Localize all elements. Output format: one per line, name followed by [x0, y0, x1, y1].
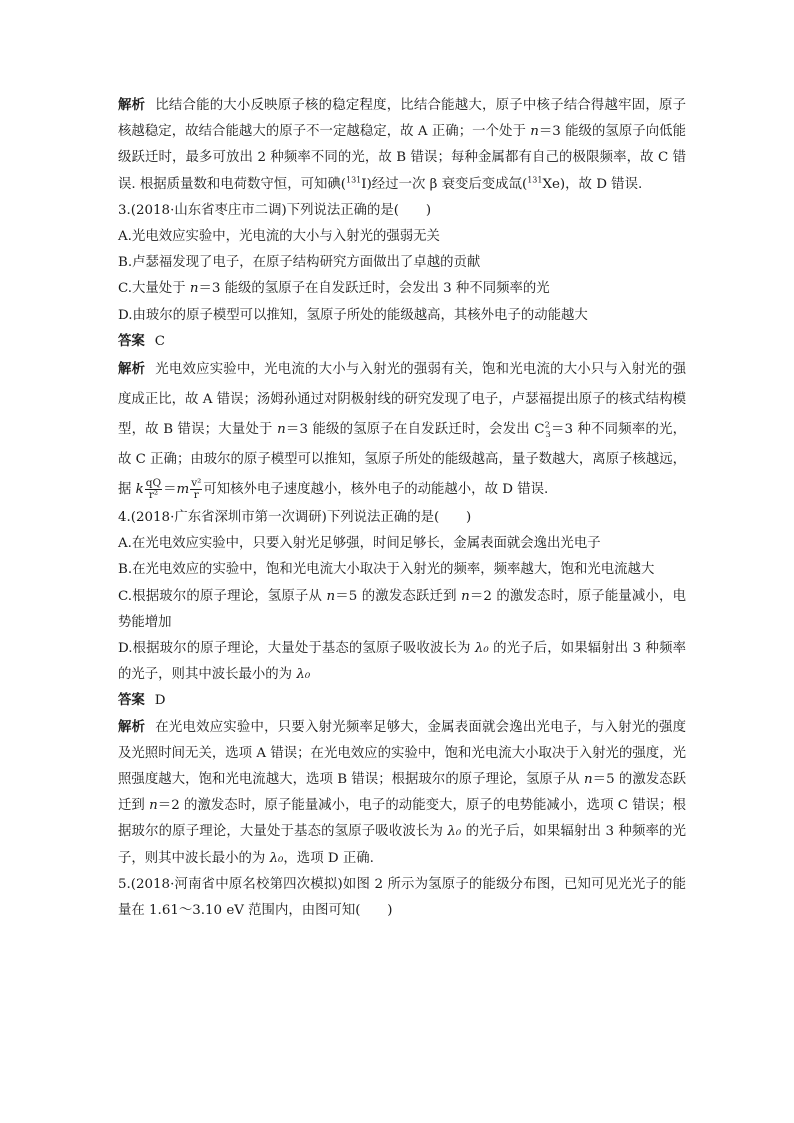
- question-4-option-c: C.根据玻尔的原子理论，氢原子从 n＝5 的激发态跃迁到 n＝2 的激发态时，原子能量减小，电势能增加: [118, 588, 686, 630]
- question-3-option-a: A.光电效应实验中，光电流的大小与入射光的强弱无关: [118, 229, 440, 245]
- question-4-option-a: A.在光电效应实验中，只要入射光足够强，时间足够长，金属表面就会逸出光电子: [118, 536, 601, 552]
- question-4-explanation: 解析 在光电效应实验中，只要入射光频率足够大，金属表面就会逸出光电子，与入射光的强度及光照时间无关，选项 A 错误；在光电效应的实验中，饱和光电流大小取决于入射光的强度，光照强度越大，饱和光电流越大，选项 B 错误；根据玻尔的原子理论，氢原子从 n＝5 的激发态跃迁到 n＝2 的激发态时，原子能量减小，电子的动能变大，原子的电势能减小，选项 C 错误；根据玻尔的原子理论，大量处于基态的氢原子吸收波长为 λ₀ 的光子后，如果辐射出 3 种频率的光子，则其中波长最小的为 λ₀，选项 D 正确.: [118, 719, 687, 866]
- answer-label: 答案: [118, 333, 145, 349]
- question-4-answer: 答案 D: [118, 693, 166, 709]
- question-3-option-b: B.卢瑟福发现了电子，在原子结构研究方面做出了卓越的贡献: [118, 255, 481, 271]
- question-3-stem: 3.(2018·山东省枣庄市二调)下列说法正确的是( ): [118, 202, 432, 218]
- fraction-coulomb: $\frac{qQ}{\text{r²}}$: [145, 477, 162, 502]
- answer-label: 答案: [118, 693, 145, 709]
- page-content: [118, 93, 686, 924]
- question-4-option-d: D.根据玻尔的原子理论，大量处于基态的氢原子吸收波长为 λ₀ 的光子后，如果辐射出 3 种频率的光子，则其中波长最小的为 λ₀: [118, 641, 686, 683]
- explanation-label: 解析: [118, 98, 146, 113]
- question-3-option-c: C.大量处于 n＝3 能级的氢原子在自发跃迁时，会发出 3 种不同频率的光: [118, 281, 550, 297]
- question-4-stem: 4.(2018·广东省深圳市第一次调研)下列说法正确的是( ): [118, 510, 472, 526]
- question-5-stem: 5.(2018·河南省中原名校第四次模拟)如图 2 所示为氢原子的能级分布图，已知可见光光子的能量在 1.61～3.10 eV 范围内，由图可知( ): [118, 876, 686, 919]
- fraction-centripetal: $\frac{\text{v²}}{r}$: [191, 477, 202, 502]
- question-3-explanation: 解析 光电效应实验中，光电流的大小与入射光的强弱有关，饱和光电流的大小只与入射光的强度成正比，故 A 错误；汤姆孙通过对阴极射线的研究发现了电子，卢瑟福提出原子的核式结构模型，故 B 错误；大量处于 n＝3 能级的氢原子在自发跃迁时，会发出 $C^2_3=3$ 种不同频率的光，故 C 正确；由玻尔的原子模型可以推知，氢原子所处的能级越高，量子数越大，离原子核越远，据 k $\frac{qQ}{\text{r²}}$ ＝m $\frac{\text{v²}}{r}$ 可知核外电子速度越小，核外电子的动能越小，故 D 错误.: [118, 362, 687, 502]
- explanation-label: 解析: [118, 362, 146, 378]
- question-4-option-b: B.在光电效应的实验中，饱和光电流大小取决于入射光的频率，频率越大，饱和光电流越大: [118, 562, 655, 578]
- question-3-answer: 答案 C: [118, 333, 166, 349]
- explanation-label: 解析: [118, 719, 146, 735]
- explanation-q2: 解析 比结合能的大小反映原子核的稳定程度，比结合能越大，原子中核子结合得越牢固，原子核越稳定，故结合能越大的原子不一定越稳定，故 A 正确；一个处于 n＝3 能级的氢原子向低能级跃迁时，最多可放出 2 种频率不同的光，故 B 错误；每种金属都有自己的极限频率，故 C 错误. 根据质量数和电荷数守恒，可知碘($^{131}$I)经过一次 β 衰变后变成氙($^{131}$Xe)，故 D 错误.: [118, 98, 687, 192]
- question-3-option-d: D.由玻尔的原子模型可以推知，氢原子所处的能级越高，其核外电子的动能越大: [118, 307, 588, 323]
